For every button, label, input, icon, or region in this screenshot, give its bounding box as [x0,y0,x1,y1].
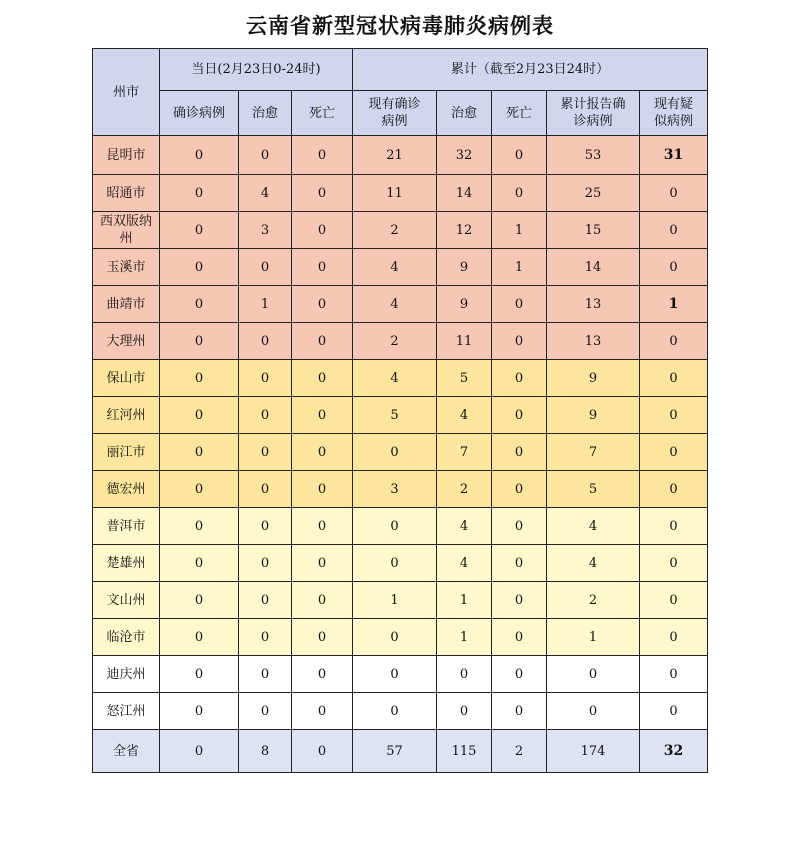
cell-current-confirmed: 11 [353,175,437,212]
cell-today-cured: 0 [239,471,292,508]
cell-suspected: 0 [640,545,708,582]
cell-cum-cured: 1 [437,619,492,656]
cell-region-name: 临沧市 [93,619,160,656]
cell-region-name: 昆明市 [93,136,160,175]
cell-suspected: 1 [640,286,708,323]
cell-today-confirmed: 0 [160,582,239,619]
cell-cum-deaths: 0 [492,693,547,730]
cell-region-name: 普洱市 [93,508,160,545]
cell-cum-deaths: 0 [492,323,547,360]
table-row [93,656,708,693]
cell-current-confirmed: 0 [353,508,437,545]
cell-suspected: 0 [640,434,708,471]
cell-cum-deaths: 0 [492,397,547,434]
table-row [93,730,708,773]
header-total-group: 累计（截至2月23日24时） [353,49,708,91]
table-row [93,434,708,471]
table-row [93,471,708,508]
cell-current-confirmed: 4 [353,286,437,323]
cell-today-confirmed: 0 [160,323,239,360]
cell-cum-cured: 4 [437,545,492,582]
cell-current-confirmed: 4 [353,360,437,397]
cell-cum-reported: 0 [547,693,640,730]
table-row [93,360,708,397]
cell-current-confirmed: 0 [353,656,437,693]
table-row [93,397,708,434]
cell-cum-deaths: 0 [492,434,547,471]
cell-today-cured: 0 [239,693,292,730]
cell-cum-cured: 11 [437,323,492,360]
header-suspected [640,91,708,136]
cell-today-cured: 4 [239,175,292,212]
cell-today-confirmed: 0 [160,434,239,471]
cell-cum-reported: 4 [547,545,640,582]
cell-current-confirmed: 2 [353,212,437,249]
cell-today-confirmed: 0 [160,545,239,582]
cell-today-cured: 0 [239,136,292,175]
cell-current-confirmed: 3 [353,471,437,508]
header-confirmed: 确诊病例 [160,91,239,136]
cell-region-name: 西双版纳州 [93,212,160,249]
cell-cum-reported: 1 [547,619,640,656]
cell-today-deaths: 0 [292,656,353,693]
cell-today-deaths: 0 [292,545,353,582]
cell-suspected: 0 [640,397,708,434]
cell-region-name: 丽江市 [93,434,160,471]
table-row [93,136,708,175]
cell-cum-reported: 25 [547,175,640,212]
cell-current-confirmed: 0 [353,545,437,582]
cell-cum-deaths: 0 [492,175,547,212]
table-row [93,545,708,582]
cell-cum-reported: 15 [547,212,640,249]
cell-today-deaths: 0 [292,212,353,249]
header-region: 州市 [93,49,160,136]
cell-suspected: 31 [640,136,708,175]
cell-cum-cured: 4 [437,508,492,545]
cell-cum-deaths: 0 [492,286,547,323]
page-title: 云南省新型冠状病毒肺炎病例表 [246,14,554,38]
cell-today-deaths: 0 [292,730,353,773]
cell-suspected: 0 [640,508,708,545]
cell-region-name: 玉溪市 [93,249,160,286]
cell-suspected: 0 [640,471,708,508]
cell-cum-deaths: 0 [492,582,547,619]
cell-cum-deaths: 0 [492,136,547,175]
case-table [92,48,708,773]
cell-today-cured: 0 [239,323,292,360]
cell-today-deaths: 0 [292,397,353,434]
cell-current-confirmed: 0 [353,693,437,730]
cell-cum-cured: 7 [437,434,492,471]
cell-current-confirmed: 21 [353,136,437,175]
cell-cum-cured: 12 [437,212,492,249]
table-row [93,323,708,360]
cell-cum-deaths: 1 [492,212,547,249]
table-body [93,136,708,773]
header-cum-reported-text: 累计报告确诊病例 [560,97,626,129]
cell-today-deaths: 0 [292,249,353,286]
cell-suspected: 0 [640,693,708,730]
cell-cum-reported: 9 [547,397,640,434]
table-row [93,286,708,323]
cell-today-confirmed: 0 [160,286,239,323]
cell-cum-cured: 2 [437,471,492,508]
table-row [93,175,708,212]
cell-today-confirmed: 0 [160,730,239,773]
cell-today-confirmed: 0 [160,212,239,249]
cell-cum-deaths: 1 [492,249,547,286]
cell-today-cured: 0 [239,545,292,582]
cell-today-cured: 0 [239,619,292,656]
cell-today-cured: 0 [239,582,292,619]
cell-current-confirmed: 0 [353,434,437,471]
cell-suspected: 32 [640,730,708,773]
cell-region-name: 昭通市 [93,175,160,212]
cell-today-deaths: 0 [292,471,353,508]
cell-today-cured: 0 [239,360,292,397]
cell-cum-deaths: 0 [492,656,547,693]
cell-cum-cured: 9 [437,286,492,323]
cell-today-cured: 1 [239,286,292,323]
cell-today-confirmed: 0 [160,508,239,545]
cell-today-deaths: 0 [292,360,353,397]
cell-today-confirmed: 0 [160,397,239,434]
cell-cum-deaths: 0 [492,508,547,545]
cell-region-name: 红河州 [93,397,160,434]
table-header [93,49,708,136]
cell-suspected: 0 [640,323,708,360]
cell-current-confirmed: 0 [353,619,437,656]
cell-cum-reported: 2 [547,582,640,619]
cell-today-cured: 8 [239,730,292,773]
cell-region-name: 文山州 [93,582,160,619]
cell-today-cured: 0 [239,508,292,545]
cell-region-name: 德宏州 [93,471,160,508]
cell-cum-reported: 53 [547,136,640,175]
header-cum-deaths: 死亡 [492,91,547,136]
cell-today-confirmed: 0 [160,619,239,656]
cell-cum-deaths: 0 [492,360,547,397]
cell-region-name: 曲靖市 [93,286,160,323]
cell-suspected: 0 [640,212,708,249]
cell-cum-cured: 5 [437,360,492,397]
cell-cum-deaths: 0 [492,471,547,508]
cell-suspected: 0 [640,249,708,286]
header-current-confirmed [353,91,437,136]
cell-cum-reported: 5 [547,471,640,508]
cell-cum-reported: 174 [547,730,640,773]
cell-today-confirmed: 0 [160,249,239,286]
table-row [93,582,708,619]
cell-cum-deaths: 2 [492,730,547,773]
cell-suspected: 0 [640,619,708,656]
cell-today-cured: 0 [239,434,292,471]
cell-cum-cured: 1 [437,582,492,619]
cell-cum-reported: 14 [547,249,640,286]
cell-today-deaths: 0 [292,323,353,360]
cell-today-confirmed: 0 [160,656,239,693]
cell-cum-cured: 14 [437,175,492,212]
cell-today-confirmed: 0 [160,471,239,508]
cell-current-confirmed: 4 [353,249,437,286]
cell-today-deaths: 0 [292,508,353,545]
cell-today-deaths: 0 [292,175,353,212]
cell-today-confirmed: 0 [160,360,239,397]
cell-today-deaths: 0 [292,693,353,730]
cell-cum-reported: 4 [547,508,640,545]
cell-region-name: 迪庆州 [93,656,160,693]
cell-region-name: 楚雄州 [93,545,160,582]
header-deaths: 死亡 [292,91,353,136]
cell-cum-reported: 7 [547,434,640,471]
cell-cum-reported: 9 [547,360,640,397]
cell-today-deaths: 0 [292,136,353,175]
header-today-group: 当日(2月23日0-24时) [160,49,353,91]
cell-today-deaths: 0 [292,434,353,471]
cell-suspected: 0 [640,582,708,619]
header-suspected-text: 现有疑似病例 [653,97,693,129]
cell-today-deaths: 0 [292,619,353,656]
cell-cum-cured: 4 [437,397,492,434]
cell-cum-cured: 0 [437,656,492,693]
cell-region-name: 大理州 [93,323,160,360]
header-current-confirmed-text: 现有确诊病例 [368,97,421,129]
cell-suspected: 0 [640,175,708,212]
cell-today-confirmed: 0 [160,175,239,212]
cell-suspected: 0 [640,360,708,397]
cell-current-confirmed: 2 [353,323,437,360]
cell-today-cured: 0 [239,656,292,693]
cell-cum-reported: 0 [547,656,640,693]
cell-cum-cured: 9 [437,249,492,286]
cell-current-confirmed: 57 [353,730,437,773]
cell-today-deaths: 0 [292,582,353,619]
header-cum-reported [547,91,640,136]
cell-current-confirmed: 1 [353,582,437,619]
cell-today-confirmed: 0 [160,693,239,730]
cell-today-deaths: 0 [292,286,353,323]
cell-cum-reported: 13 [547,323,640,360]
cell-cum-reported: 13 [547,286,640,323]
cell-cum-cured: 32 [437,136,492,175]
cell-region-name: 全省 [93,730,160,773]
cell-region-name: 保山市 [93,360,160,397]
table-row [93,619,708,656]
cell-suspected: 0 [640,656,708,693]
table-row [93,249,708,286]
header-cum-cured: 治愈 [437,91,492,136]
header-cured: 治愈 [239,91,292,136]
cell-cum-cured: 115 [437,730,492,773]
cell-cum-deaths: 0 [492,545,547,582]
cell-current-confirmed: 5 [353,397,437,434]
cell-region-name: 怒江州 [93,693,160,730]
cell-cum-cured: 0 [437,693,492,730]
cell-cum-deaths: 0 [492,619,547,656]
table-row [93,212,708,249]
cell-today-confirmed: 0 [160,136,239,175]
cell-today-cured: 3 [239,212,292,249]
table-row [93,508,708,545]
table-row [93,693,708,730]
cell-today-cured: 0 [239,397,292,434]
cell-today-cured: 0 [239,249,292,286]
